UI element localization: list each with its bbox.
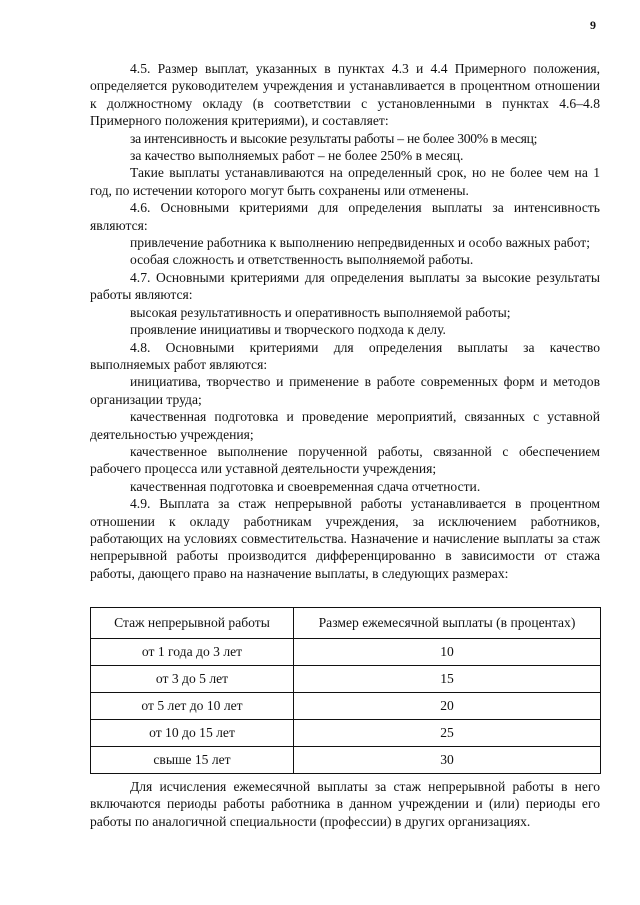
paragraph: качественная подготовка и проведение мероприятий, связанных с уставной деятельностью учреждения;	[90, 409, 600, 442]
table-body	[91, 639, 601, 774]
closing-section	[90, 778, 600, 830]
payment-percent-cell: 30	[294, 747, 601, 774]
payment-percent-cell: 20	[294, 693, 601, 720]
paragraph: 4.9. Выплата за стаж непрерывной работы устанавливается в процентном отношении к окладу работникам учреждения, за исключением работников, работающих на условиях совместительства. Назначение и начисление выплаты за стаж непрерывной работы производится дифференцированно в зависимости от стажа работы, дающего право на назначение выплаты, в следующих размерах:	[90, 496, 600, 581]
paragraph: особая сложность и ответственность выполняемой работы.	[130, 252, 474, 268]
seniority-payment-table	[90, 607, 601, 774]
paragraph: качественная подготовка и своевременная сдача отчетности.	[130, 478, 481, 494]
paragraph: инициатива, творчество и применение в работе современных форм и методов организации труда;	[90, 374, 600, 407]
seniority-cell: от 10 до 15 лет	[91, 720, 294, 747]
paragraph: высокая результативность и оперативность выполняемой работы;	[130, 304, 511, 320]
paragraph: за качество выполняемых работ – не более 250% в месяц.	[130, 148, 464, 164]
column-header-payment-percent: Размер ежемесячной выплаты (в процентах)	[294, 608, 601, 639]
paragraph: 4.6. Основными критериями для определения выплаты за интенсивность являются:	[90, 200, 600, 233]
table-header-row	[91, 608, 601, 639]
paragraph: 4.7. Основными критериями для определения выплаты за высокие результаты работы являются:	[90, 269, 600, 303]
payment-percent-cell: 25	[294, 720, 601, 747]
closing-paragraph: Для исчисления ежемесячной выплаты за стаж непрерывной работы в него включаются периоды работы работника в данном учреждении и (или) периоды его работы по аналогичной специальности (профессии) в других организациях.	[90, 779, 600, 829]
paragraph: проявление инициативы и творческого подхода к делу.	[130, 322, 446, 338]
seniority-cell: от 3 до 5 лет	[91, 666, 294, 693]
table-row	[91, 666, 601, 693]
paragraph: качественное выполнение порученной работы, связанной с обеспечением рабочего процесса или уставной деятельности учреждения;	[90, 443, 600, 477]
document-body	[90, 60, 600, 582]
seniority-cell: от 1 года до 3 лет	[91, 639, 294, 666]
paragraph: 4.5. Размер выплат, указанных в пунктах 4.3 и 4.4 Примерного положения, определяется руководителем учреждения и устанавливается в процентном отношении к должностному окладу (в соответствии с установленными в пунктах 4.6–4.8 Примерного положения критериями), и составляет:	[90, 61, 600, 129]
seniority-cell: свыше 15 лет	[91, 747, 294, 774]
table-row	[91, 693, 601, 720]
payment-percent-cell: 15	[294, 666, 601, 693]
column-header-seniority: Стаж непрерывной работы	[91, 608, 294, 639]
table-row	[91, 639, 601, 666]
table-row	[91, 747, 601, 774]
page-number: 9	[590, 18, 596, 32]
payment-percent-cell: 10	[294, 639, 601, 666]
paragraph: 4.8. Основными критериями для определения выплаты за качество выполняемых работ являются:	[90, 339, 600, 372]
table-row	[91, 720, 601, 747]
paragraph: за интенсивность и высокие результаты работы – не более 300% в месяц;	[130, 130, 538, 146]
seniority-cell: от 5 лет до 10 лет	[91, 693, 294, 720]
paragraph: Такие выплаты устанавливаются на определенный срок, но не более чем на 1 год, по истечении которого могут быть сохранены или отменены.	[90, 165, 600, 198]
paragraph: привлечение работника к выполнению непредвиденных и особо важных работ;	[130, 235, 591, 251]
